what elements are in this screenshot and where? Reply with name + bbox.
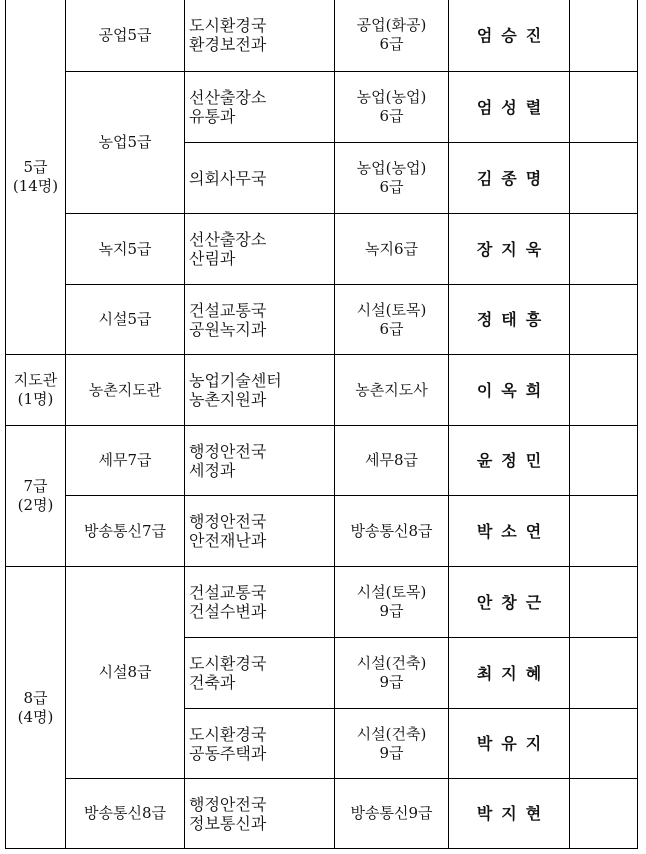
note-cell [570, 143, 638, 214]
name-cell: 윤정민 [449, 426, 570, 496]
name-cell: 박지현 [449, 779, 570, 849]
department-cell: 도시환경국 공동주택과 [185, 709, 335, 779]
previous-rank-cell: 방송통신9급 [335, 779, 449, 849]
name-cell: 김종명 [449, 143, 570, 214]
department-cell: 행정안전국 안전재난과 [185, 496, 335, 567]
name-cell: 엄성렬 [449, 72, 570, 143]
department-cell: 행정안전국 정보통신과 [185, 779, 335, 849]
previous-rank-cell: 공업(화공) 6급 [335, 0, 449, 72]
note-cell [570, 426, 638, 496]
table-row [6, 214, 638, 285]
name-cell: 최지혜 [449, 638, 570, 709]
name-cell: 장지욱 [449, 214, 570, 285]
note-cell [570, 496, 638, 567]
department-cell: 건설교통국 공원녹지과 [185, 285, 335, 355]
department-cell: 의회사무국 [185, 143, 335, 214]
table-row [6, 72, 638, 143]
note-cell [570, 567, 638, 638]
table-row [6, 567, 638, 638]
department-cell: 건설교통국 건설수변과 [185, 567, 335, 638]
previous-rank-cell: 농업(농업) 6급 [335, 72, 449, 143]
name-cell: 안창근 [449, 567, 570, 638]
class-cell: 방송통신7급 [66, 496, 185, 567]
previous-rank-cell: 농업(농업) 6급 [335, 143, 449, 214]
department-cell: 선산출장소 유통과 [185, 72, 335, 143]
class-cell: 세무7급 [66, 426, 185, 496]
class-cell: 시설8급 [66, 567, 185, 779]
table-row [6, 496, 638, 567]
note-cell [570, 638, 638, 709]
name-cell: 이옥희 [449, 355, 570, 426]
promotion-table [5, 0, 638, 849]
note-cell [570, 709, 638, 779]
class-cell: 시설5급 [66, 285, 185, 355]
previous-rank-cell: 시설(토목) 9급 [335, 567, 449, 638]
class-cell: 녹지5급 [66, 214, 185, 285]
name-cell: 박유지 [449, 709, 570, 779]
grade-cell: 8급 (4명) [6, 567, 66, 849]
table-row [6, 426, 638, 496]
note-cell [570, 0, 638, 72]
table-row [6, 0, 638, 72]
note-cell [570, 779, 638, 849]
note-cell [570, 285, 638, 355]
department-cell: 행정안전국 세정과 [185, 426, 335, 496]
table-row [6, 355, 638, 426]
department-cell: 선산출장소 산림과 [185, 214, 335, 285]
grade-cell: 5급 (14명) [6, 0, 66, 355]
previous-rank-cell: 녹지6급 [335, 214, 449, 285]
department-cell: 농업기술센터 농촌지원과 [185, 355, 335, 426]
class-cell: 농업5급 [66, 72, 185, 214]
previous-rank-cell: 농촌지도사 [335, 355, 449, 426]
class-cell: 농촌지도관 [66, 355, 185, 426]
note-cell [570, 72, 638, 143]
previous-rank-cell: 세무8급 [335, 426, 449, 496]
name-cell: 정태흥 [449, 285, 570, 355]
previous-rank-cell: 시설(건축) 9급 [335, 709, 449, 779]
grade-cell: 7급 (2명) [6, 426, 66, 567]
name-cell: 엄승진 [449, 0, 570, 72]
class-cell: 공업5급 [66, 0, 185, 72]
previous-rank-cell: 방송통신8급 [335, 496, 449, 567]
previous-rank-cell: 시설(토목) 6급 [335, 285, 449, 355]
department-cell: 도시환경국 건축과 [185, 638, 335, 709]
note-cell [570, 214, 638, 285]
note-cell [570, 355, 638, 426]
table-row [6, 285, 638, 355]
class-cell: 방송통신8급 [66, 779, 185, 849]
grade-cell: 지도관 (1명) [6, 355, 66, 426]
table-row [6, 779, 638, 849]
previous-rank-cell: 시설(건축) 9급 [335, 638, 449, 709]
name-cell: 박소연 [449, 496, 570, 567]
department-cell: 도시환경국 환경보전과 [185, 0, 335, 72]
